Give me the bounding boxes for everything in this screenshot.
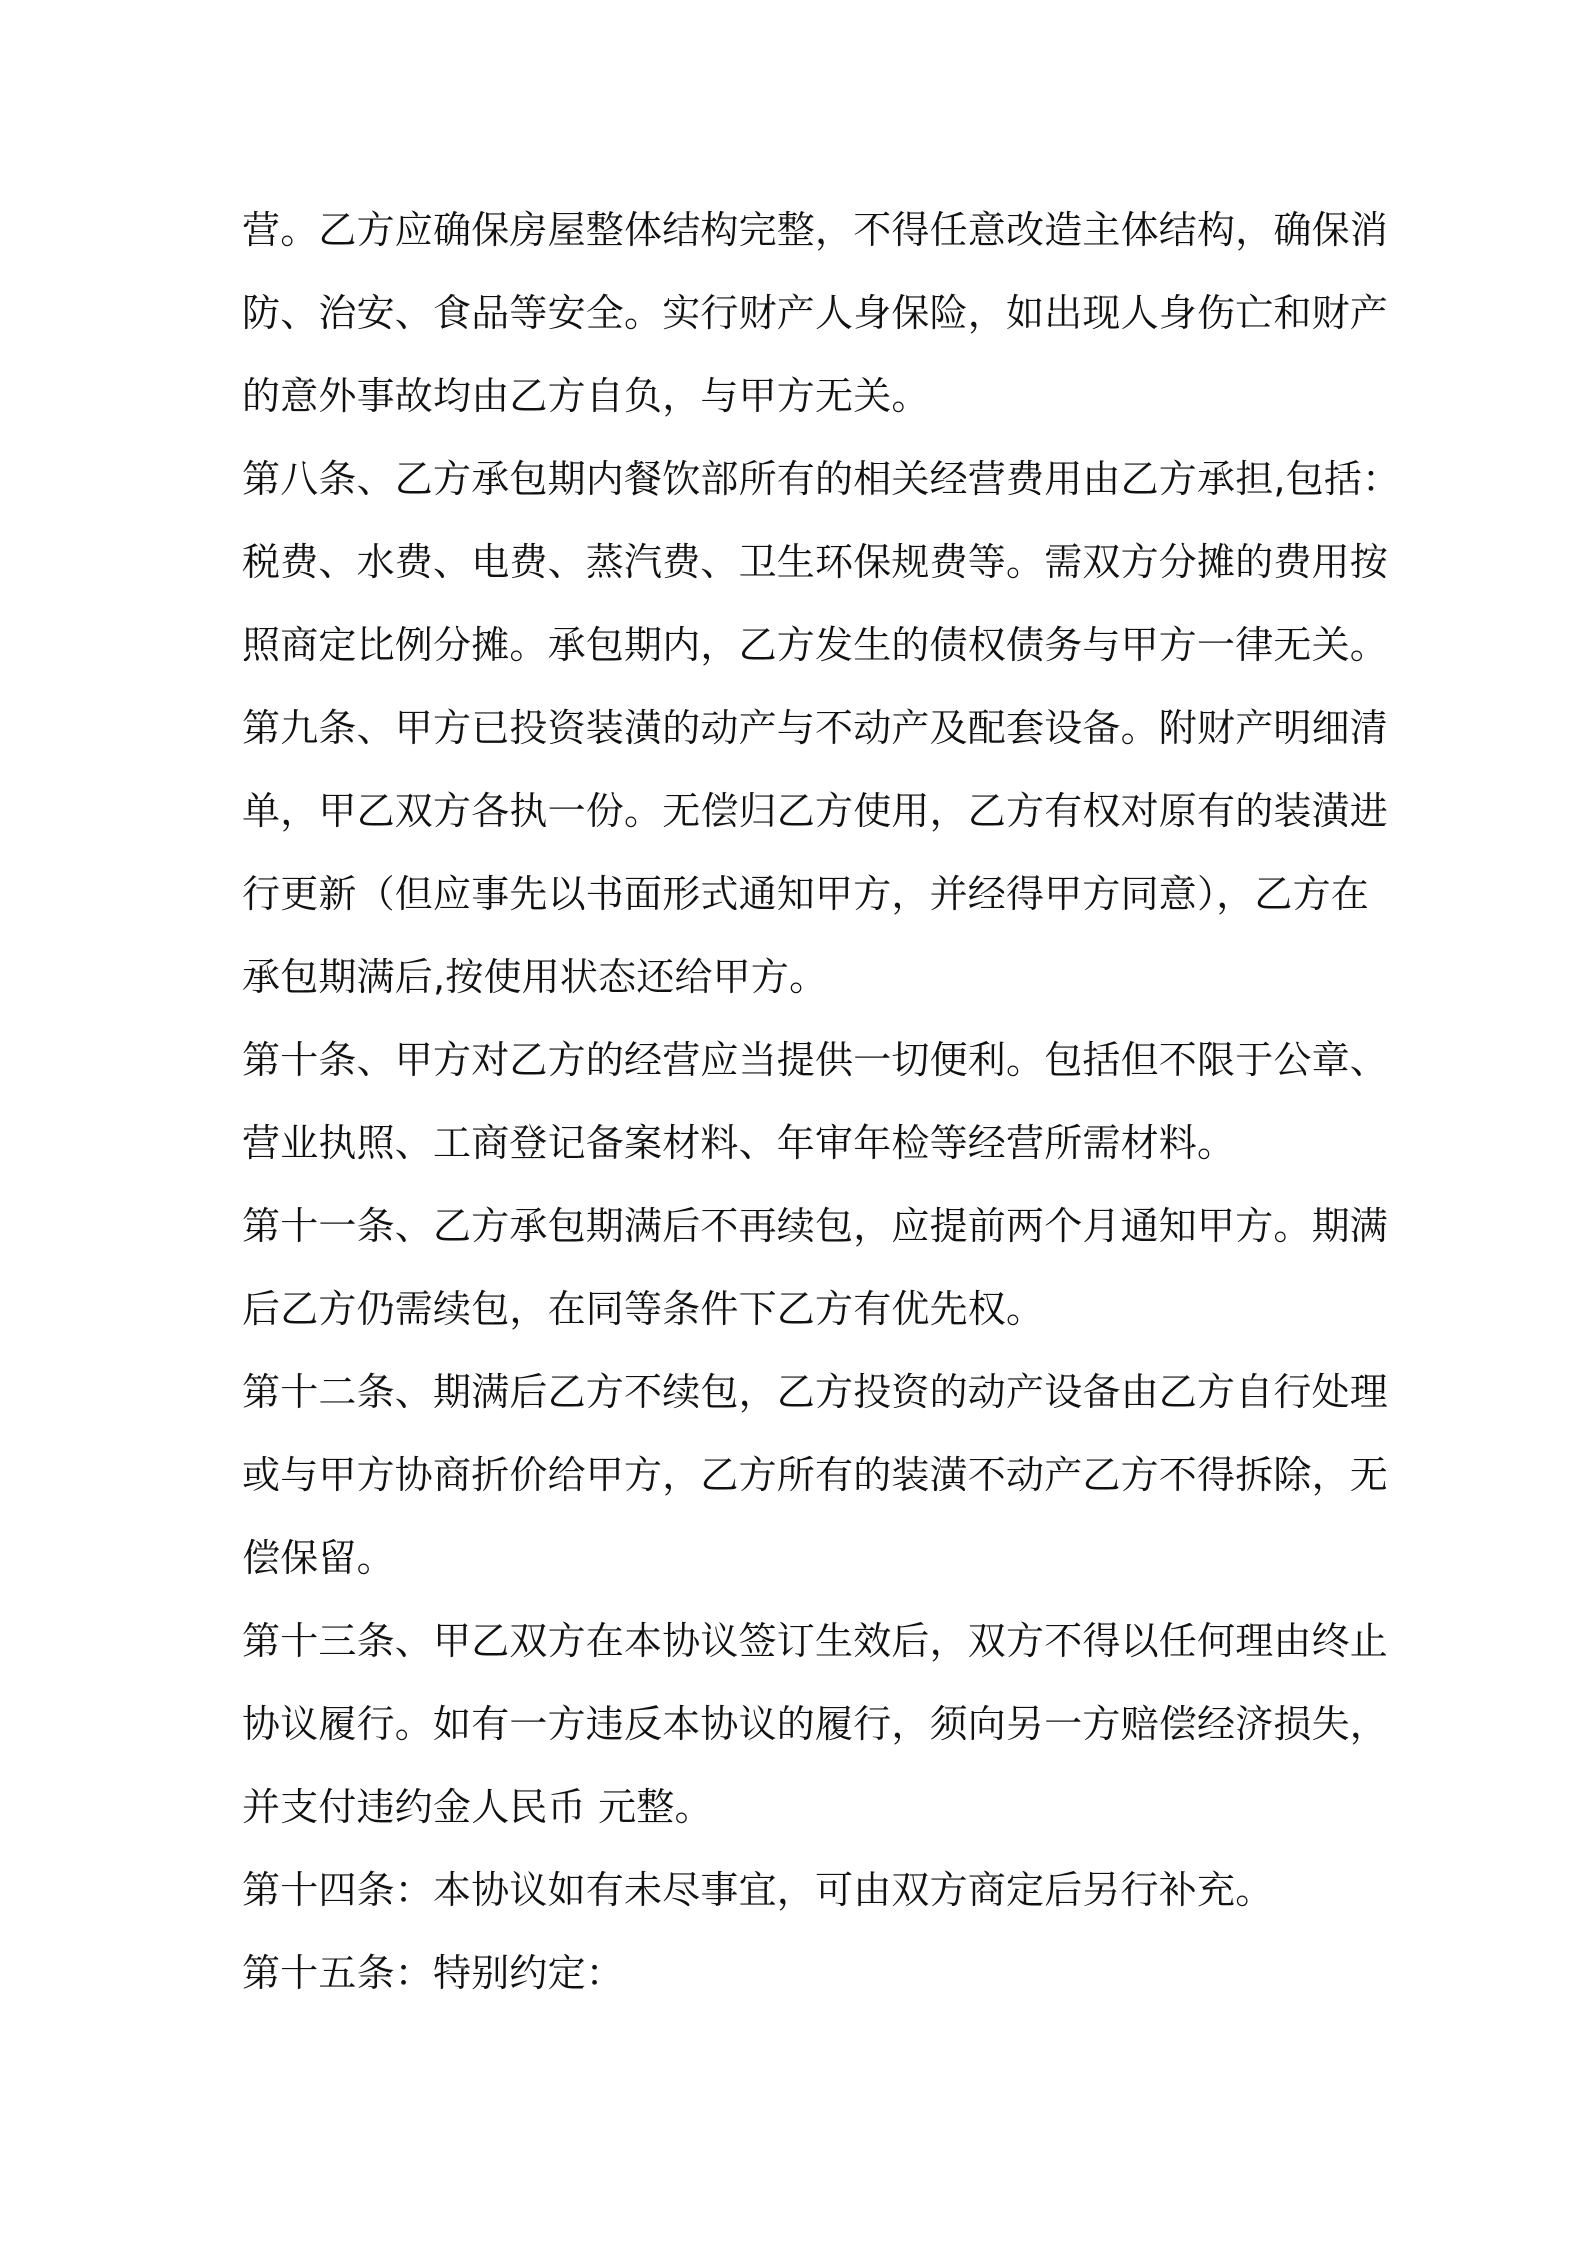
clause-12-line: 第十二条、期满后乙方不续包，乙方投资的动产设备由乙方自行处理: [242, 1370, 1389, 1414]
clause-13-line: 第十三条、甲乙双方在本协议签订生效后，双方不得以任何理由终止: [242, 1619, 1389, 1663]
text-line: 承包期满后,按使用状态还给甲方。: [242, 955, 828, 999]
clause-9-line: 第九条、甲方已投资装潢的动产与不动产及配套设备。附财产明细清: [242, 706, 1389, 750]
text-line: 单，甲乙双方各执一份。无偿归乙方使用，乙方有权对原有的装潢进: [242, 789, 1389, 833]
text-line: 协议履行。如有一方违反本协议的履行，须向另一方赔偿经济损失，: [242, 1702, 1389, 1746]
text-line: 偿保留。: [242, 1536, 395, 1580]
text-line: 营。乙方应确保房屋整体结构完整，不得任意改造主体结构，确保消: [242, 208, 1389, 252]
clause-8-line: 第八条、乙方承包期内餐饮部所有的相关经营费用由乙方承担,包括：: [242, 457, 1401, 501]
text-line: 防、治安、食品等安全。实行财产人身保险，如出现人身伤亡和财产: [242, 291, 1389, 335]
text-line: 税费、水费、电费、蒸汽费、卫生环保规费等。需双方分摊的费用按: [242, 540, 1389, 584]
clause-14-line: 第十四条：本协议如有未尽事宜，可由双方商定后另行补充。: [242, 1868, 1274, 1912]
text-line: 或与甲方协商折价给甲方，乙方所有的装潢不动产乙方不得拆除，无: [242, 1453, 1389, 1497]
clause-11-line: 第十一条、乙方承包期满后不再续包，应提前两个月通知甲方。期满: [242, 1204, 1389, 1248]
text-line: 行更新（但应事先以书面形式通知甲方，并经得甲方同意），乙方在: [242, 872, 1370, 916]
text-line: 的意外事故均由乙方自负，与甲方无关。: [242, 374, 930, 418]
text-line: 营业执照、工商登记备案材料、年审年检等经营所需材料。: [242, 1121, 1236, 1165]
clause-15-line: 第十五条：特别约定：: [242, 1951, 625, 1995]
text-line: 后乙方仍需续包，在同等条件下乙方有优先权。: [242, 1287, 1045, 1331]
text-line: 并支付违约金人民币 元整。: [242, 1785, 713, 1829]
text-line: 照商定比例分摊。承包期内，乙方发生的债权债务与甲方一律无关。: [242, 623, 1389, 667]
document-body: [242, 198, 1401, 2024]
clause-10-line: 第十条、甲方对乙方的经营应当提供一切便利。包括但不限于公章、: [242, 1038, 1389, 1082]
